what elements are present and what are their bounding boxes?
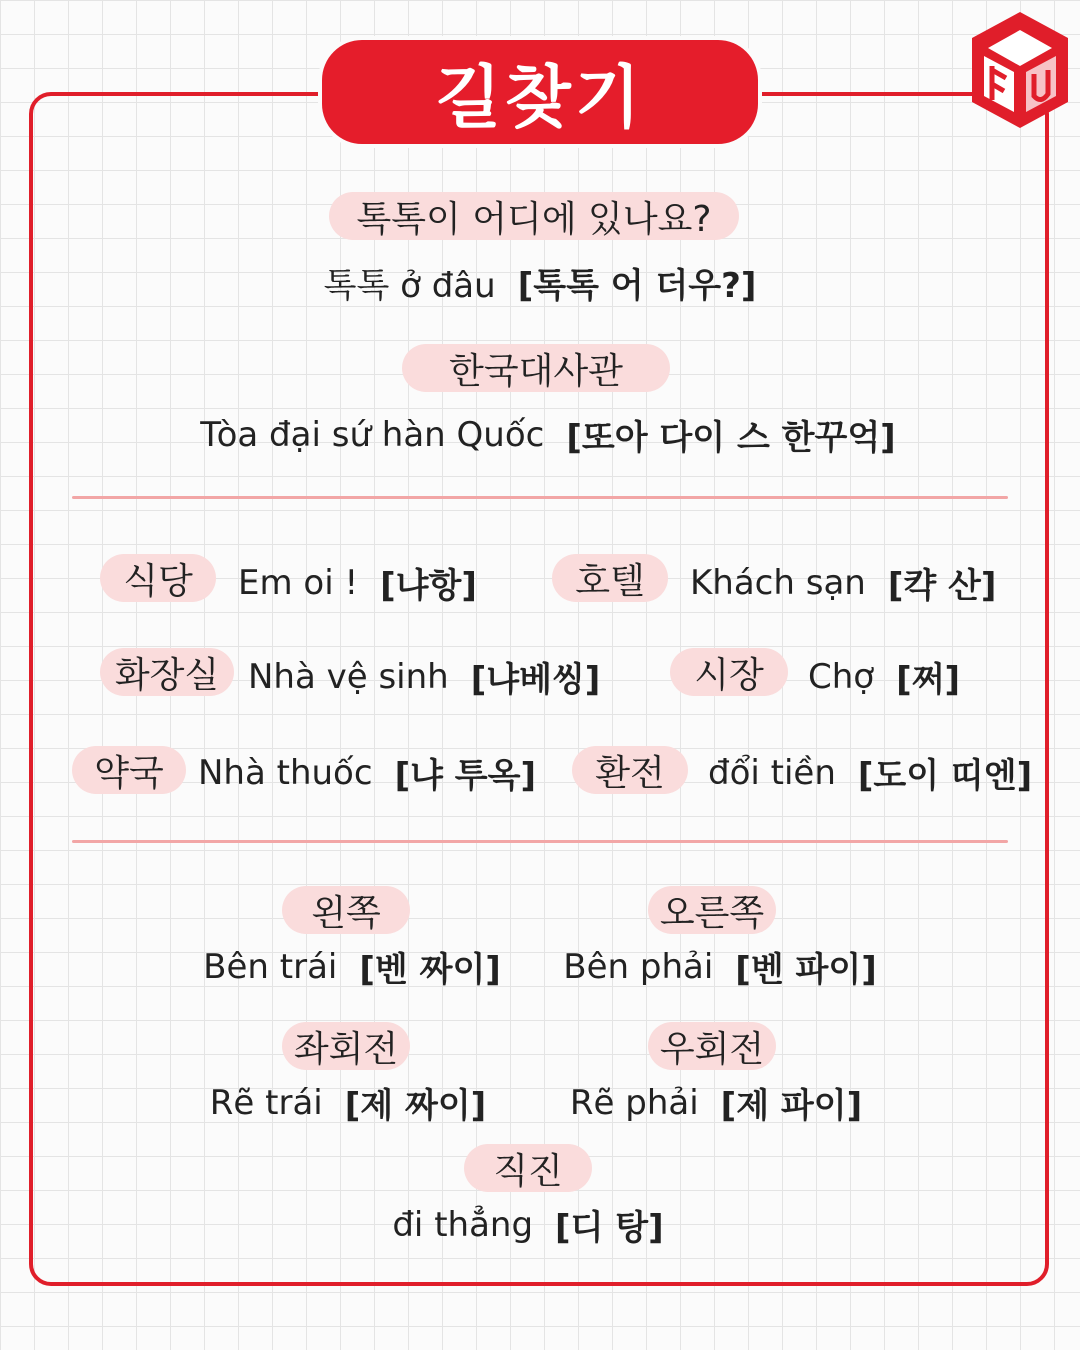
vietnamese-text: Nhà thuốc bbox=[198, 752, 373, 793]
pronunciation-text: [제 파이] bbox=[720, 1086, 863, 1126]
pronunciation-text: [벤 파이] bbox=[735, 950, 877, 990]
vietnamese-text: Nhà vệ sinh bbox=[248, 656, 449, 697]
direction-line-turn-right bbox=[570, 1078, 862, 1127]
place-korean-restroom: 화장실 bbox=[100, 648, 234, 696]
place-korean-market: 시장 bbox=[670, 648, 788, 696]
section-divider bbox=[72, 496, 1008, 499]
page-title: 길찾기 bbox=[322, 40, 758, 144]
direction-line-turn-left bbox=[210, 1078, 486, 1127]
place-line-exchange bbox=[708, 748, 1032, 797]
brand-logo-icon bbox=[968, 8, 1072, 132]
direction-line-right bbox=[563, 942, 876, 991]
place-line-pharmacy bbox=[198, 748, 536, 797]
pronunciation-text: [벤 짜이] bbox=[359, 950, 501, 990]
phrase-line-where-is bbox=[324, 258, 757, 307]
place-line-hotel bbox=[690, 558, 996, 607]
vietnamese-text: Khách sạn bbox=[690, 562, 866, 603]
vietnamese-text: đổi tiền bbox=[708, 752, 836, 793]
vietnamese-text: Bên phải bbox=[563, 946, 714, 987]
pronunciation-text: [톡톡 어 더우?] bbox=[517, 266, 757, 306]
direction-line-straight bbox=[392, 1200, 663, 1249]
pronunciation-text: [쩌] bbox=[896, 660, 961, 700]
section-divider bbox=[72, 840, 1008, 843]
direction-korean-turn-left: 좌회전 bbox=[282, 1022, 410, 1070]
place-korean-pharmacy: 약국 bbox=[72, 746, 186, 794]
vietnamese-text: Rẽ phải bbox=[569, 1082, 699, 1123]
vietnamese-text: Bên trái bbox=[203, 946, 338, 987]
direction-korean-turn-right: 우회전 bbox=[648, 1022, 776, 1070]
pronunciation-text: [냐항] bbox=[380, 566, 477, 606]
vietnamese-text: đi thẳng bbox=[392, 1204, 534, 1245]
phrase-line-embassy bbox=[200, 410, 895, 459]
phrase-korean-where-is: 톡톡이 어디에 있나요? bbox=[329, 192, 739, 240]
pronunciation-text: [디 탕] bbox=[555, 1208, 664, 1248]
place-korean-exchange: 환전 bbox=[572, 746, 688, 794]
pronunciation-text: [캭 산] bbox=[887, 566, 997, 606]
pronunciation-text: [냐 투옥] bbox=[394, 756, 537, 796]
vietnamese-text: Rẽ trái bbox=[209, 1082, 323, 1123]
vietnamese-text: 톡톡 ở đâu bbox=[323, 266, 496, 306]
place-line-market bbox=[808, 652, 960, 701]
place-korean-hotel: 호텔 bbox=[552, 554, 668, 602]
pronunciation-text: [또아 다이 스 한꾸억] bbox=[566, 418, 896, 458]
direction-korean-left: 왼쪽 bbox=[282, 886, 410, 934]
place-line-restroom bbox=[248, 652, 600, 701]
pronunciation-text: [제 짜이] bbox=[344, 1086, 487, 1126]
phrase-korean-embassy: 한국대사관 bbox=[402, 344, 670, 392]
direction-korean-straight: 직진 bbox=[464, 1144, 592, 1192]
direction-korean-right: 오른쪽 bbox=[648, 886, 776, 934]
place-korean-restaurant: 식당 bbox=[100, 554, 216, 602]
direction-line-left bbox=[203, 942, 501, 991]
vietnamese-text: Chợ bbox=[808, 656, 875, 697]
vietnamese-text: Em oi ! bbox=[238, 562, 359, 603]
place-line-restaurant bbox=[238, 558, 477, 607]
pronunciation-text: [도이 띠엔] bbox=[857, 756, 1033, 796]
vietnamese-text: Tòa đại sứ hàn Quốc bbox=[200, 414, 545, 455]
pronunciation-text: [냐베씽] bbox=[470, 660, 601, 700]
